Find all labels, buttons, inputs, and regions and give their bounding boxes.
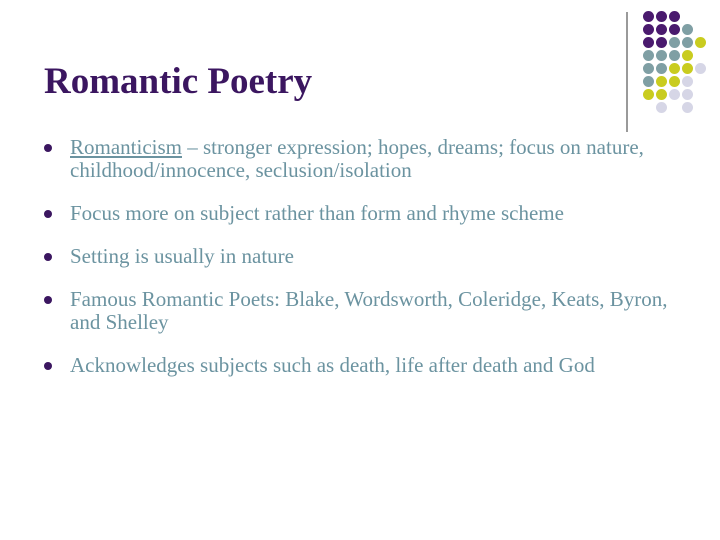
- bullet-icon: [44, 253, 52, 261]
- dot: [656, 50, 667, 61]
- dot: [643, 11, 654, 22]
- bullet-text: Focus more on subject rather than form and rhyme scheme: [70, 201, 564, 225]
- dot: [643, 89, 654, 100]
- dot: [656, 63, 667, 74]
- dot: [669, 11, 680, 22]
- bullet-item: [44, 202, 684, 225]
- bullet-icon: [44, 210, 52, 218]
- bullet-item: [44, 354, 684, 377]
- dot: [643, 37, 654, 48]
- dot: [656, 76, 667, 87]
- bullet-item: [44, 136, 684, 182]
- dot: [682, 76, 693, 87]
- dot: [643, 24, 654, 35]
- bullet-text: Famous Romantic Poets: Blake, Wordsworth, Coleridge, Keats, Byron, and Shelley: [70, 287, 668, 334]
- dot: [669, 50, 680, 61]
- slide-title: Romantic Poetry: [44, 61, 313, 102]
- vertical-divider: [626, 12, 628, 132]
- dot: [682, 24, 693, 35]
- dot: [669, 37, 680, 48]
- dot: [669, 76, 680, 87]
- bullet-text: Setting is usually in nature: [70, 244, 294, 268]
- bullet-icon: [44, 144, 52, 152]
- bullet-icon: [44, 296, 52, 304]
- dot: [695, 63, 706, 74]
- dot: [656, 11, 667, 22]
- dot: [682, 63, 693, 74]
- dot: [643, 50, 654, 61]
- dot: [669, 24, 680, 35]
- dot: [682, 37, 693, 48]
- dot: [643, 63, 654, 74]
- dot: [682, 50, 693, 61]
- bullet-list: [44, 136, 684, 397]
- dot: [682, 89, 693, 100]
- dot: [682, 102, 693, 113]
- dot: [643, 76, 654, 87]
- bullet-item: [44, 288, 684, 334]
- bullet-term-link[interactable]: Romanticism: [70, 135, 182, 159]
- dot: [695, 37, 706, 48]
- bullet-item: [44, 245, 684, 268]
- dot: [656, 89, 667, 100]
- dot: [669, 89, 680, 100]
- bullet-text: Acknowledges subjects such as death, life after death and God: [70, 353, 595, 377]
- dot: [656, 102, 667, 113]
- bullet-icon: [44, 362, 52, 370]
- dot: [656, 37, 667, 48]
- dot: [669, 63, 680, 74]
- dot: [656, 24, 667, 35]
- bullet-text: – stronger expression; hopes, dreams; focus on nature, childhood/innocence, seclusion/isolation: [70, 135, 644, 182]
